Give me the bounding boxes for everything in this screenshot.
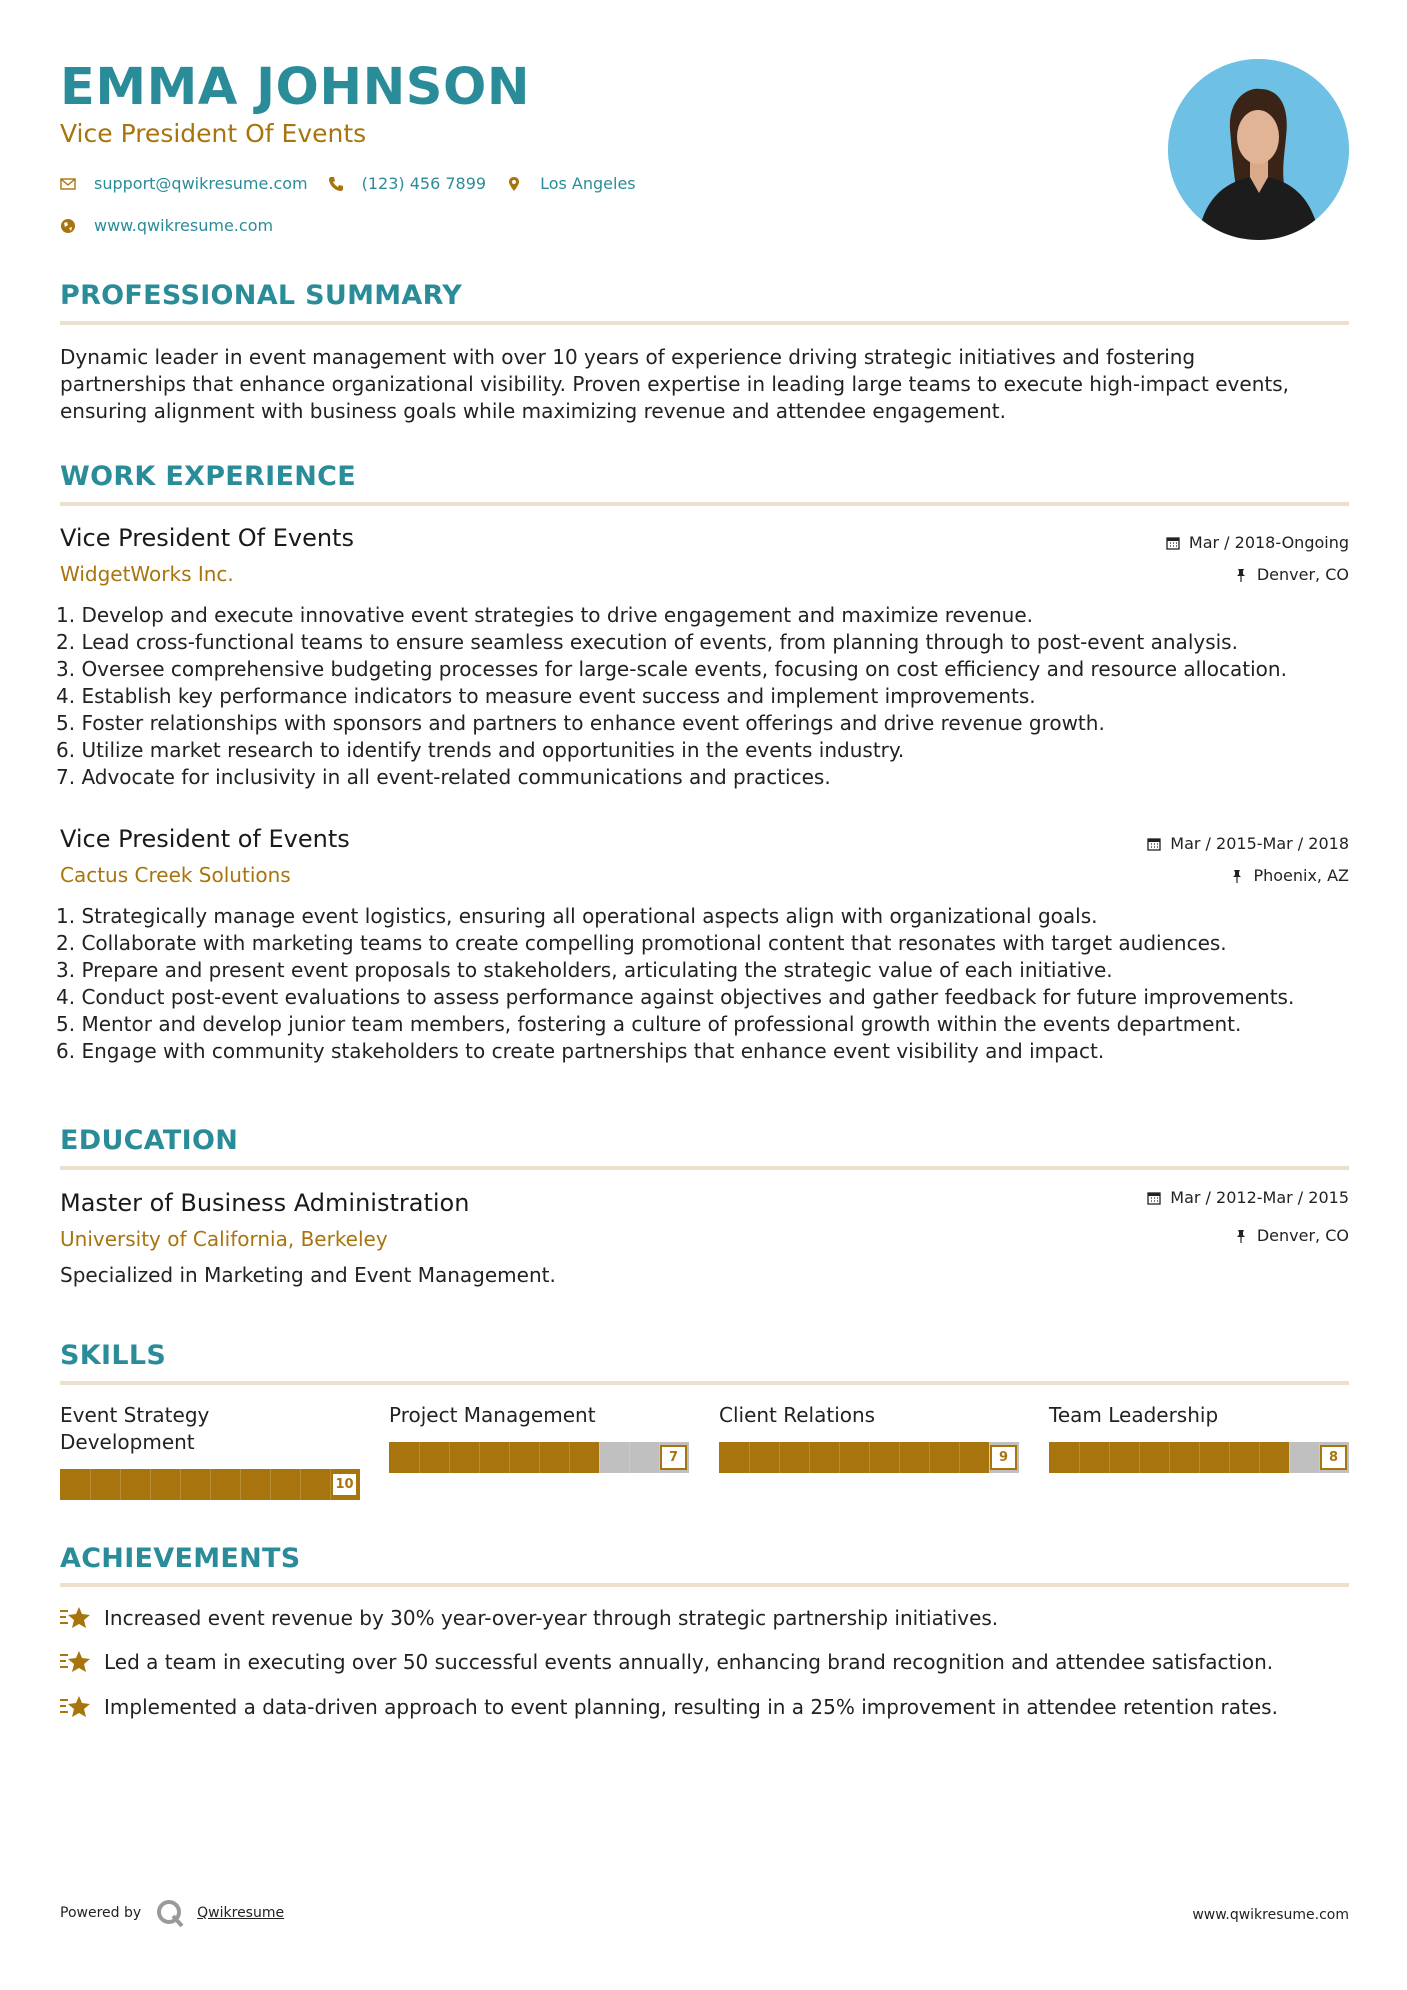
- list-item: 5. Foster relationships with sponsors and partners to enhance event offerings and drive revenue growth.: [56, 711, 1105, 735]
- education-heading: EDUCATION: [60, 1125, 239, 1156]
- skill-score: 9: [990, 1445, 1017, 1470]
- candidate-title: Vice President Of Events: [60, 119, 367, 148]
- skill-bar-segment: [599, 1442, 600, 1473]
- education-date-text: Mar / 2012-Mar / 2015: [1170, 1188, 1349, 1207]
- job-location: [1234, 565, 1349, 584]
- achievement-item: [60, 1605, 998, 1631]
- summary-text: [60, 344, 1350, 425]
- skill-bar-segment: [120, 1469, 121, 1500]
- skill-bar-segment: [869, 1442, 870, 1473]
- achievement-text: Led a team in executing over 50 successful events annually, enhancing brand recognition and attendee satisfaction.: [104, 1650, 1274, 1674]
- job-location-text: Denver, CO: [1256, 565, 1349, 584]
- skill-bar-segment: [539, 1442, 540, 1473]
- location-text: Los Angeles: [540, 174, 636, 193]
- skill-bar-segment: [1259, 1442, 1260, 1473]
- contact-row: [60, 174, 656, 193]
- section-divider: [60, 1583, 1349, 1587]
- pushpin-icon: [1234, 1229, 1248, 1243]
- skill-bar-segment: [839, 1442, 840, 1473]
- skill-bar-segment: [569, 1442, 570, 1473]
- skills-heading: SKILLS: [60, 1340, 167, 1371]
- skill-bar-segment: [779, 1442, 780, 1473]
- star-award-icon: [60, 1694, 92, 1720]
- calendar-icon: [1166, 536, 1180, 550]
- skill-bar-segment: [509, 1442, 510, 1473]
- contact-row-website: [60, 216, 293, 235]
- skill-score: 7: [660, 1445, 687, 1470]
- job-date-text: Mar / 2018-Ongoing: [1188, 533, 1349, 552]
- achievement-text: Increased event revenue by 30% year-over-year through strategic partnership initiatives.: [104, 1606, 999, 1630]
- school-name: University of California, Berkeley: [60, 1227, 388, 1251]
- summary-line: Dynamic leader in event management with over 10 years of experience driving strategic initiatives and fostering: [60, 345, 1196, 369]
- list-item: 2. Lead cross-functional teams to ensure seamless execution of events, from planning through to post-event analysis.: [56, 630, 1238, 654]
- skill-bar-segment: [629, 1442, 630, 1473]
- education-note: Specialized in Marketing and Event Management.: [60, 1263, 556, 1287]
- job-title: Vice President of Events: [60, 825, 350, 853]
- skill-bar-segment: [1289, 1442, 1290, 1473]
- calendar-icon: [1147, 1191, 1161, 1205]
- job-duties-list: [56, 903, 1356, 1065]
- candidate-name: EMMA JOHNSON: [60, 58, 531, 117]
- skill-bar-segment: [419, 1442, 420, 1473]
- skill-bar-segment: [1169, 1442, 1170, 1473]
- skill-bar-segment: [959, 1442, 960, 1473]
- summary-line: ensuring alignment with business goals while maximizing revenue and attendee engagement.: [60, 399, 1006, 423]
- summary-line: partnerships that enhance organizational visibility. Proven expertise in leading large teams to execute high-impact events,: [60, 372, 1289, 396]
- list-item: 6. Engage with community stakeholders to create partnerships that enhance event visibility and impact.: [56, 1039, 1105, 1063]
- achievement-text: Implemented a data-driven approach to event planning, resulting in a 25% improvement in attendee retention rates.: [104, 1695, 1278, 1719]
- skill-bar: [719, 1442, 1019, 1473]
- achievements-heading: ACHIEVEMENTS: [60, 1543, 301, 1574]
- summary-heading: PROFESSIONAL SUMMARY: [60, 280, 463, 311]
- skill-bar-segment: [479, 1442, 480, 1473]
- skill-bar: [1049, 1442, 1349, 1473]
- skill-bar-fill: [719, 1442, 989, 1473]
- pushpin-icon: [1230, 869, 1244, 883]
- contact-website[interactable]: [60, 216, 273, 235]
- globe-icon: [60, 218, 76, 234]
- skill-bar-segment: [449, 1442, 450, 1473]
- skill-bar-fill: [389, 1442, 599, 1473]
- skill-bar-segment: [1229, 1442, 1230, 1473]
- footer-site-link[interactable]: www.qwikresume.com: [1192, 1907, 1349, 1923]
- section-divider: [60, 1381, 1349, 1385]
- footer-powered-by: [60, 1898, 284, 1928]
- degree-title: Master of Business Administration: [60, 1189, 470, 1217]
- job-company: Cactus Creek Solutions: [60, 863, 291, 887]
- skill-label: Client Relations: [719, 1403, 876, 1427]
- footer-brand-link[interactable]: Qwikresume: [197, 1905, 285, 1921]
- job-date-text: Mar / 2015-Mar / 2018: [1170, 834, 1349, 853]
- skill-bar-segment: [210, 1469, 211, 1500]
- skill-item: [1049, 1402, 1349, 1465]
- skill-bar-segment: [270, 1469, 271, 1500]
- skill-bar: [389, 1442, 689, 1473]
- list-item: 4. Conduct post-event evaluations to assess performance against objectives and gather feedback for future improvements.: [56, 985, 1295, 1009]
- skill-bar-segment: [240, 1469, 241, 1500]
- skill-bar-segment: [929, 1442, 930, 1473]
- job-duties-list: [56, 602, 1356, 791]
- job-location: [1230, 866, 1349, 885]
- list-item: 3. Oversee comprehensive budgeting processes for large-scale events, focusing on cost efficiency and resource allocation.: [56, 657, 1287, 681]
- experience-heading: WORK EXPERIENCE: [60, 461, 356, 492]
- list-item: 2. Collaborate with marketing teams to create compelling promotional content that resonates with target audiences.: [56, 931, 1227, 955]
- contact-phone[interactable]: [328, 174, 486, 193]
- skill-score: 8: [1320, 1445, 1347, 1470]
- skill-bar-segment: [1139, 1442, 1140, 1473]
- skill-bar-segment: [1079, 1442, 1080, 1473]
- section-divider: [60, 321, 1349, 325]
- website-text: www.qwikresume.com: [94, 216, 274, 235]
- list-item: 4. Establish key performance indicators to measure event success and implement improvements.: [56, 684, 1036, 708]
- skill-bar: [60, 1469, 360, 1500]
- job-date: [1147, 834, 1349, 853]
- job-title: Vice President Of Events: [60, 524, 354, 552]
- section-divider: [60, 502, 1349, 506]
- skill-bar-segment: [749, 1442, 750, 1473]
- list-item: 1. Develop and execute innovative event strategies to drive engagement and maximize revenue.: [56, 603, 1034, 627]
- skill-bar-segment: [899, 1442, 900, 1473]
- achievement-item: [60, 1649, 1273, 1675]
- portrait-illustration: [1168, 59, 1349, 240]
- profile-photo: [1168, 59, 1349, 240]
- phone-icon: [328, 176, 344, 192]
- skill-score: 10: [331, 1472, 358, 1497]
- star-award-icon: [60, 1605, 92, 1631]
- list-item: 7. Advocate for inclusivity in all event-related communications and practices.: [56, 765, 831, 789]
- skill-label: Team Leadership: [1049, 1403, 1219, 1427]
- skill-label: Event Strategy: [60, 1403, 210, 1427]
- qwikresume-logo-icon: [155, 1898, 185, 1928]
- skill-bar-segment: [809, 1442, 810, 1473]
- skill-label: Project Management: [389, 1403, 596, 1427]
- achievement-item: [60, 1694, 1278, 1720]
- pushpin-icon: [1234, 568, 1248, 582]
- phone-text: (123) 456 7899: [361, 174, 487, 193]
- map-pin-icon: [506, 176, 522, 192]
- skill-bar-segment: [90, 1469, 91, 1500]
- skill-item: [389, 1402, 689, 1465]
- powered-by-text: Powered by: [60, 1905, 142, 1921]
- list-item: 3. Prepare and present event proposals to stakeholders, articulating the strategic value of each initiative.: [56, 958, 1113, 982]
- skill-bar-segment: [1199, 1442, 1200, 1473]
- education-date: [1147, 1188, 1349, 1207]
- education-location: [1234, 1226, 1349, 1245]
- skill-item: [719, 1402, 1019, 1465]
- skill-label-line2: Development: [60, 1430, 195, 1454]
- list-item: 5. Mentor and develop junior team members, fostering a culture of professional growth within the events department.: [56, 1012, 1242, 1036]
- email-text: support@qwikresume.com: [94, 174, 308, 193]
- calendar-icon: [1147, 837, 1161, 851]
- education-location-text: Denver, CO: [1256, 1226, 1349, 1245]
- list-item: 6. Utilize market research to identify trends and opportunities in the events industry.: [56, 738, 905, 762]
- skill-bar-segment: [300, 1469, 301, 1500]
- contact-location: [506, 174, 636, 193]
- section-divider: [60, 1166, 1349, 1170]
- job-company: WidgetWorks Inc.: [60, 562, 234, 586]
- skill-bar-segment: [1109, 1442, 1110, 1473]
- job-date: [1166, 533, 1349, 552]
- job-location-text: Phoenix, AZ: [1253, 866, 1349, 885]
- skill-item: [60, 1402, 360, 1492]
- list-item: 1. Strategically manage event logistics, ensuring all operational aspects align with organizational goals.: [56, 904, 1098, 928]
- skill-bar-segment: [150, 1469, 151, 1500]
- contact-email[interactable]: [60, 174, 308, 193]
- envelope-icon: [60, 176, 76, 192]
- skill-bar-segment: [180, 1469, 181, 1500]
- star-award-icon: [60, 1649, 92, 1675]
